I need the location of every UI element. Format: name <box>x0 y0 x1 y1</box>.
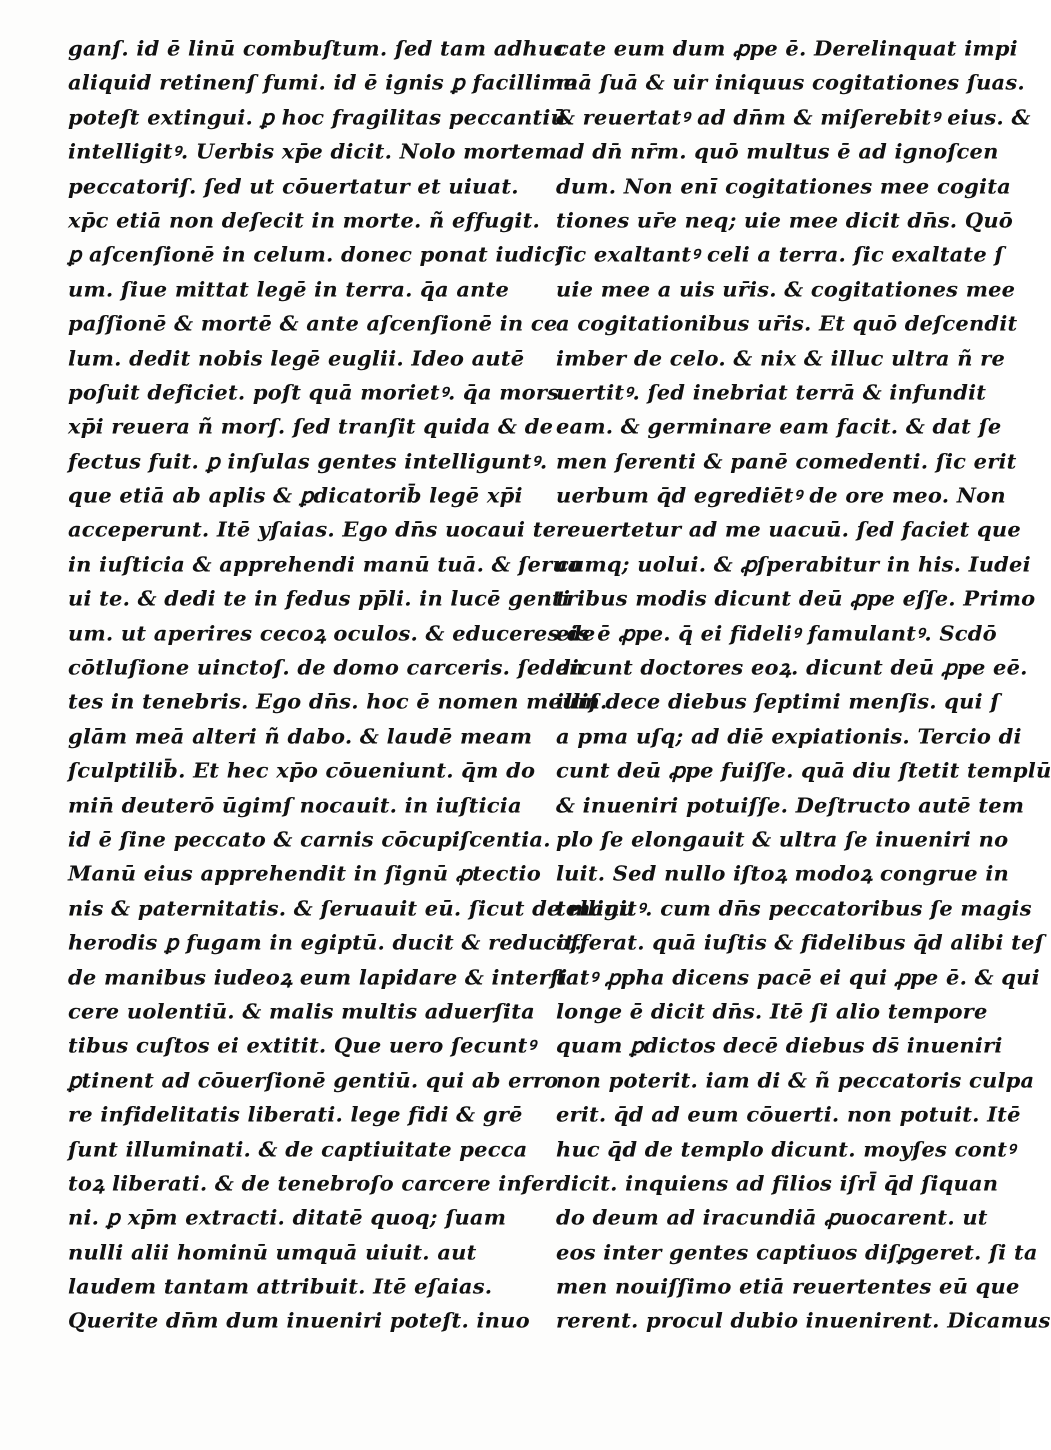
right-column-line: erit. q̄d ad eum cōuerti. non potuit. Itē <box>556 1102 1021 1127</box>
left-column-line: toꝝ liberati. & de tenebroſo carcere infer <box>68 1171 556 1196</box>
left-column-line: peccatoriſ. ſed ut cōuertatur et uiuat. <box>68 174 519 199</box>
right-column-line: tatꝰ ꝓpha dicens pacē ei qui ꝓpe ē. & qui <box>556 965 1040 990</box>
right-column-line: cate eum dum ꝓpe ē. Derelinquat impi <box>556 36 1018 61</box>
right-column-line: tiones ur̄e neq; uie mee dicit dn̄s. Quō <box>556 208 1013 233</box>
right-column-line: & inueniri potuiſſe. Deſtructo autē tem <box>556 793 1025 818</box>
left-column-line: acceperunt. Itē yſaias. Ego dn̄s uocaui te <box>68 517 557 542</box>
left-column-line: ſunt illuminati. & de captiuitate pecca <box>68 1137 528 1162</box>
right-column-line: plo ſe elongauit & ultra ſe inueniri no <box>556 827 1009 852</box>
right-column-line: & reuertatꝰ ad dn̄m & miſerebitꝰ eius. & <box>556 105 1031 130</box>
left-column-line: que etiā ab aplis & ꝑdicatorib̄ legē xp̄i <box>68 483 523 508</box>
left-column-line: tibus cuſtos ei extitit. Que uero ſecuntꝰ <box>68 1033 536 1058</box>
left-column-line: glām meā alteri ñ dabo. & laudē meam <box>68 724 533 749</box>
left-column-line: id ē ſine peccato & carnis cōcupiſcentia. <box>68 827 551 852</box>
left-column-line: Querite dn̄m dum inueniri poteſt. inuo <box>68 1308 530 1333</box>
right-column-line: eos inter gentes captiuos diſꝑgeret. ſi ta <box>556 1240 1038 1265</box>
right-column-line: telligitꝰ. cum dn̄s peccatoribus ſe magis <box>556 896 1032 921</box>
left-column-line: ni. ꝑ xp̄m extracti. ditatē quoq; ſuam <box>68 1205 507 1230</box>
right-column-line: uertitꝰ. ſed inebriat terrā & infundit <box>556 380 987 405</box>
left-column-line: laudem tantam attribuit. Itē eſaias. <box>68 1274 493 1299</box>
left-column-line: re infidelitatis liberati. lege fidi & grē <box>68 1102 523 1127</box>
right-column-line: a pma uſq; ad diē expiationis. Tercio di <box>556 724 1022 749</box>
right-column-line: a cogitationibus ur̄is. Et quō deſcendit <box>556 311 1018 336</box>
left-column-line: ꝑ aſcenſionē in celum. donec ponat iudici <box>68 242 564 267</box>
right-column-line: dicunt doctores eoꝝ. dicunt deū ꝓpe eē. <box>556 655 1028 680</box>
left-column-line: cere uolentiū. & malis multis aduerſita <box>68 999 535 1024</box>
left-column-line: ſculptilib̄. Et hec xp̄o cōueniunt. q̄m do <box>68 758 536 783</box>
right-column-line: cunt deū ꝓpe fuiſſe. quā diu ſtetit templū <box>556 758 1051 783</box>
right-column-line: do deum ad iracundiā ꝓuocarent. ut <box>556 1205 988 1230</box>
left-column-line: herodis ꝑ fugam in egiptū. ducit & reducit. <box>68 930 582 955</box>
right-column-line: tribus modis dicunt deū ꝓpe eſſe. Primo <box>556 586 1036 611</box>
right-column-line: rerent. procul dubio inuenirent. Dicamus <box>556 1308 1051 1333</box>
right-column-line: cumq; uolui. & ꝓſperabitur in his. Iudei <box>556 552 1031 577</box>
left-column-line: tes in tenebris. Ego dn̄s. hoc ē nomen meum. <box>68 689 608 714</box>
right-column-line: uie mee a uis ur̄is. & cogitationes mee <box>556 277 1016 302</box>
left-column-line: paſſionē & mortē & ante aſcenſionē in ce <box>68 311 558 336</box>
left-column-line: nulli alii hominū umquā uiuit. aut <box>68 1240 477 1265</box>
right-column-line: men ſerenti & panē comedenti. ſic erit <box>556 449 1017 474</box>
left-column-line: cōtluſione uinctoſ. de domo carceris. ſeden <box>68 655 585 680</box>
right-column-line: offerat. quā iuſtis & fidelibus q̄d alibi teſ <box>556 930 1044 955</box>
right-column-line: imber de celo. & nix & illuc ultra ñ re <box>556 346 1006 371</box>
left-column-line: intelligitꝰ. Uerbis xp̄e dicit. Nolo mortem <box>68 139 557 164</box>
left-column-line: poſuit deficiet. poſt quā morietꝰ. q̄a mors <box>68 380 560 405</box>
left-column-line: poteſt extingui. ꝑ hoc fragilitas peccantiū <box>68 105 566 130</box>
left-column-line: lum. dedit nobis legē euglii. Ideo autē <box>68 346 525 371</box>
right-column-line: dicit. inquiens ad filios iſrl̄ q̄d ſiquan <box>556 1171 999 1196</box>
right-column-line: illiſ dece diebus ſeptimi menſis. qui ſ <box>556 689 1000 714</box>
right-column-line: ſic exaltantꝰ celi a terra. ſic exaltate ſ <box>556 242 1004 267</box>
left-text-column <box>68 32 636 1339</box>
left-column-line: xp̄c etiā non deſecit in morte. ñ effugit. <box>68 208 541 233</box>
left-column-line: min̄ deuterō ūgimſ nocauit. in iuſticia <box>68 793 522 818</box>
right-text-column <box>556 32 1051 1339</box>
right-column-line: luit. Sed nullo iſtoꝝ modoꝝ congrue in <box>556 861 1010 886</box>
right-column-line: dum. Non enī cogitationes mee cogita <box>556 174 1011 199</box>
left-column-line: aliquid retinenſ fumi. id ē ignis ꝑ facillime <box>68 70 578 95</box>
right-column-line: reuertetur ad me uacuū. ſed faciet que <box>556 517 1021 542</box>
right-column-line: ad dn̄ nr̄m. quō multus ē ad ignoſcen <box>556 139 999 164</box>
right-column-line: quam ꝑdictos decē diebus ds̄ inueniri <box>556 1033 1003 1058</box>
right-column-line: uerbum q̄d egrediētꝰ de ore meo. Non <box>556 483 1006 508</box>
left-column-line: ganſ. id ē linū combuſtum. ſed tam adhuc <box>68 36 567 61</box>
left-column-line: um. ut aperires cecoꝝ oculos. & educeres de <box>68 621 596 646</box>
left-column-line: in iuſticia & apprehendi manū tuā. & ſerua <box>68 552 582 577</box>
left-column-line: nis & paternitatis. & ſeruauit eū. ſicut de manu <box>68 896 636 921</box>
left-column-line: fectus fuit. ꝑ inſulas gentes intelliguntꝰ. <box>68 449 548 474</box>
right-column-line: longe ē dicit dn̄s. Itē ſi alio tempore <box>556 999 988 1024</box>
right-column-line: men nouiſſimo etiā reuertentes eū que <box>556 1274 1020 1299</box>
left-column-line: de manibus iudeoꝝ eum lapidare & interfi <box>68 965 568 990</box>
right-column-line: mā ſuā & uir iniquus cogitationes ſuas. <box>556 70 1025 95</box>
left-column-line: xp̄i reuera ñ morſ. ſed tranſit quida & de <box>68 414 554 439</box>
right-column-line: eam. & germinare eam facit. & dat ſe <box>556 414 1002 439</box>
left-column-line: ꝑtinent ad cōuerſionē gentiū. qui ab erro <box>68 1068 559 1093</box>
right-column-line: eis ē ꝓpe. q̄ ei fideliꝰ famulantꝰ. Scdō <box>556 621 997 646</box>
left-column-line: um. ſiue mittat legē in terra. q̄a ante <box>68 277 510 302</box>
left-column-line: ui te. & dedi te in fedus pp̄li. in lucē genti <box>68 586 571 611</box>
right-column-line: huc q̄d de templo dicunt. moyſes contꝰ <box>556 1137 1016 1162</box>
left-column-line: Manū eius apprehendit in ſignū ꝓtectio <box>68 861 541 886</box>
right-column-line: non poterit. iam di & ñ peccatoris culpa <box>556 1068 1035 1093</box>
